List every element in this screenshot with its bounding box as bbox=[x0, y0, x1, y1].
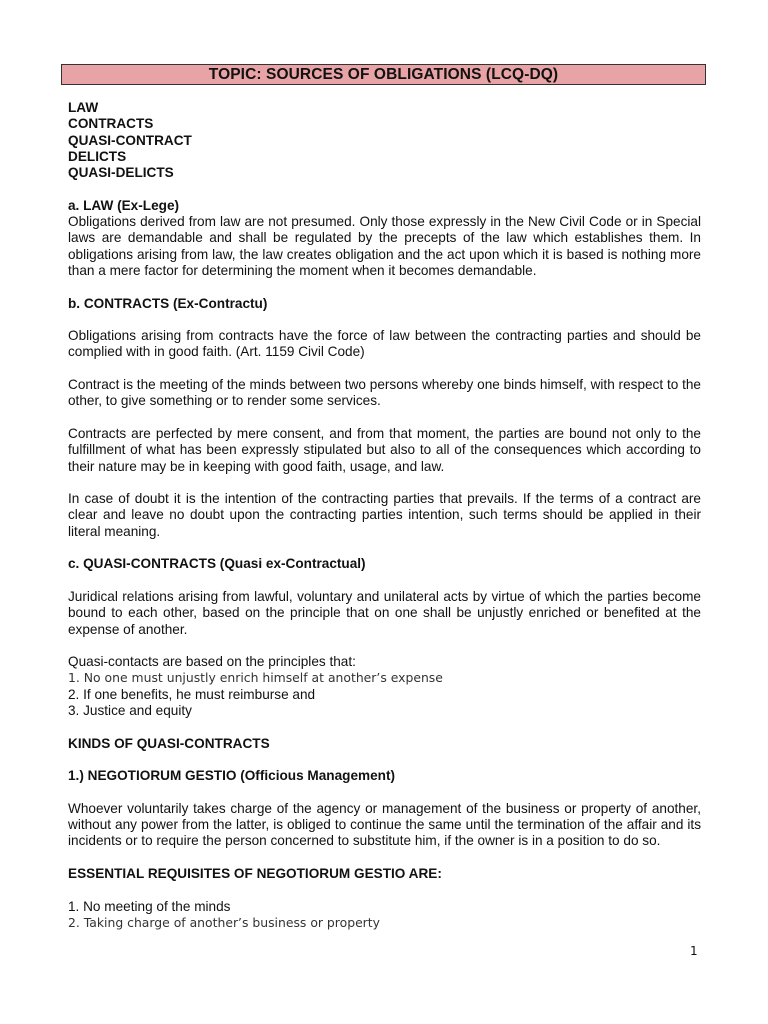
negotiorum-paragraph: Whoever voluntarily takes charge of the agency or management of the business or property of another, without any power from the latter, is obliged to continue the same until the termination of the affair and its incidents or to require the person concerned to substitute him, if the owner is in a position to do so. bbox=[68, 800, 701, 849]
quasi-contracts-paragraph: Juridical relations arising from lawful, voluntary and unilateral acts by virtue of which the parties become bound to each other, based on the principle that on one shall be unjustly enriched or benefited at the expense of another. bbox=[68, 588, 701, 637]
negotiorum-heading: 1.) NEGOTIORUM GESTIO (Officious Management) bbox=[68, 768, 396, 784]
contracts-paragraph-1: Obligations arising from contracts have the force of law between the contracting parties and should be complied with in good faith. (Art. 1159 Civil Code) bbox=[68, 328, 701, 360]
contracts-heading: b. CONTRACTS (Ex-Contractu) bbox=[68, 295, 268, 311]
contracts-paragraph-4: In case of doubt it is the intention of the contracting parties that prevails. If the terms of a contract are clear and leave no doubt upon the contracting parties intention, such terms should be applied in their literal meaning. bbox=[68, 491, 701, 539]
source-item: LAW bbox=[68, 100, 99, 115]
principle-item: 2. If one benefits, he must reimburse and bbox=[68, 686, 316, 702]
source-item: CONTRACTS bbox=[68, 116, 154, 132]
principle-item: 3. Justice and equity bbox=[68, 702, 192, 718]
sources-list bbox=[68, 100, 701, 181]
page-number: 1 bbox=[690, 944, 698, 958]
document-body bbox=[68, 100, 701, 931]
source-item: QUASI-DELICTS bbox=[68, 165, 174, 181]
law-paragraph: Obligations derived from law are not presumed. Only those expressly in the New Civil Code or in Special laws are demandable and shall be regulated by the precepts of the law which establishes them. In obligations arising from law, the law creates obligation and the act upon which it is based is nothing more than a mere factor for determining the moment when it becomes demandable. bbox=[68, 214, 701, 278]
requisite-item: 1. No meeting of the minds bbox=[68, 898, 231, 914]
source-item: DELICTS bbox=[68, 148, 127, 164]
source-item: QUASI-CONTRACT bbox=[68, 132, 192, 148]
principles-intro: Quasi-contacts are based on the principles that: bbox=[68, 654, 356, 670]
law-heading: a. LAW (Ex-Lege) bbox=[68, 197, 180, 213]
requisites-heading: ESSENTIAL REQUISITES OF NEGOTIORUM GESTIO ARE: bbox=[68, 865, 442, 881]
principle-item: 1. No one must unjustly enrich himself at another’s expense bbox=[68, 670, 443, 686]
page-title: TOPIC: SOURCES OF OBLIGATIONS (LCQ-DQ) bbox=[61, 64, 706, 85]
contracts-paragraph-3: Contracts are perfected by mere consent, and from that moment, the parties are bound not only to the fulfillment of what has been expressly stipulated but also to all of the consequences which according to their nature may be in keeping with good faith, usage, and law. bbox=[68, 425, 701, 474]
kinds-heading: KINDS OF QUASI-CONTRACTS bbox=[68, 735, 270, 751]
contracts-paragraph-2: Contract is the meeting of the minds between two persons whereby one binds himself, with respect to the other, to give something or to render some services. bbox=[68, 377, 701, 409]
requisite-item: 2. Taking charge of another’s business or property bbox=[68, 914, 380, 930]
quasi-contracts-heading: c. QUASI-CONTRACTS (Quasi ex-Contractual) bbox=[68, 556, 366, 572]
